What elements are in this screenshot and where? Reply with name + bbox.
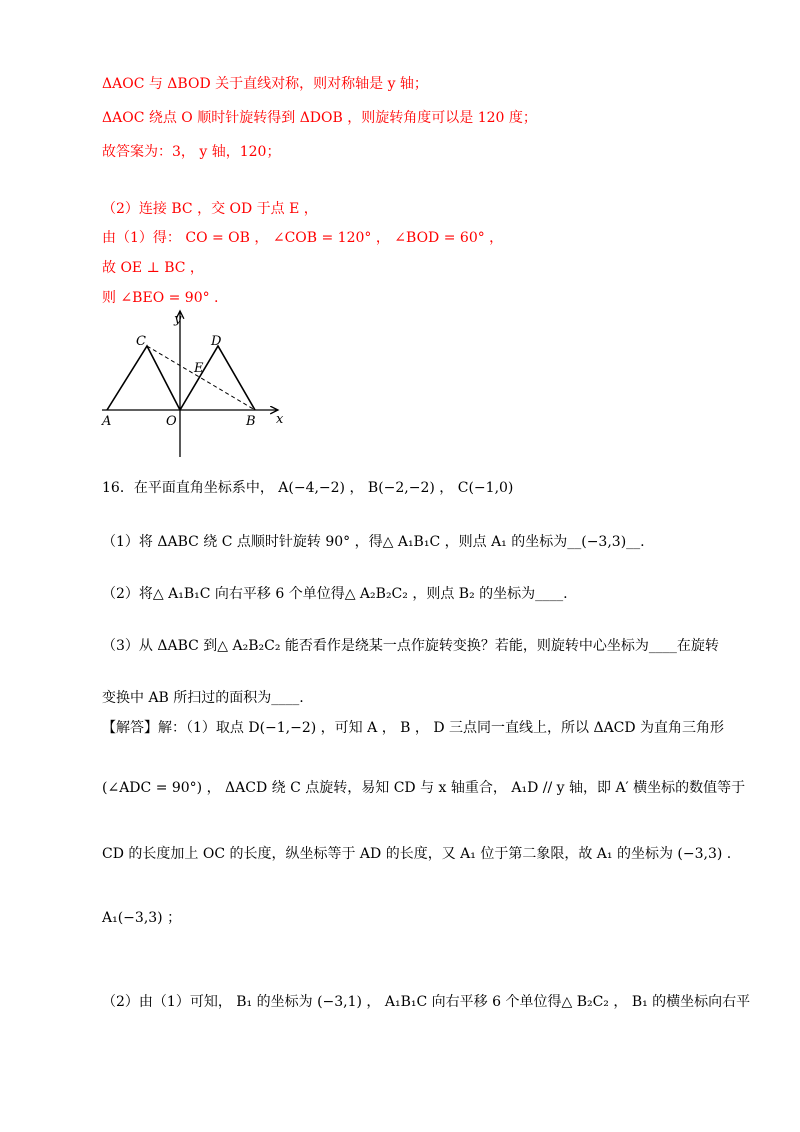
label-d: D — [211, 334, 222, 349]
label-o: O — [166, 414, 177, 429]
answer-line-5: （2）由（1）可知， B₁ 的坐标为 (−3,1) ， A₁B₁C 向右平移 6 个单位得△ B₂C₂ ， B₁ 的横坐标向右平 — [102, 994, 751, 1010]
answer-line-1: 【解答】解：（1）取点 D(−1,−2) ，可知 A ， B ， D 三点同一直线上，所以 ΔACD 为直角三角形 — [102, 720, 725, 736]
problem-16-part3: （3）从 ΔABC 到△ A₂B₂C₂ 能否看作是绕某一点作旋转变换？若能，则旋转中心坐标为____在旋转 — [102, 638, 719, 654]
label-x: x — [276, 412, 284, 427]
answer-line-3: CD 的长度加上 OC 的长度，纵坐标等于 AD 的长度，又 A₁ 位于第二象限，故 A₁ 的坐标为 (−3,3) . — [102, 846, 732, 862]
geometry-figure — [100, 305, 300, 465]
label-c: C — [136, 334, 146, 349]
problem-16-part1: （1）将 ΔABC 绕 C 点顺时针旋转 90° ，得△ A₁B₁C ，则点 A₁ 的坐标为__(−3,3)__. — [102, 534, 645, 550]
problem-16-part2: （2）将△ A₁B₁C 向右平移 6 个单位得△ A₂B₂C₂ ，则点 B₂ 的坐标为____. — [102, 586, 568, 602]
solution-line-angle: 则 ∠BEO = 90° . — [102, 290, 219, 306]
answer-line-2: (∠ADC = 90°) ， ΔACD 绕 C 点旋转，易知 CD 与 x 轴重合， A₁D // y 轴，即 A′ 横坐标的数值等于 — [102, 780, 746, 796]
problem-16-stem: 16．在平面直角坐标系中， A(−4,−2) ， B(−2,−2) ， C(−1,0) — [102, 480, 514, 496]
solution-line-from-part1: 由（1）得： CO = OB ， ∠COB = 120° ， ∠BOD = 60° ， — [102, 230, 504, 246]
solution-line-rotation: ΔAOC 绕点 O 顺时针旋转得到 ΔDOB ，则旋转角度可以是 120 度； — [102, 110, 537, 126]
label-e: E — [194, 361, 204, 376]
solution-line-part2: （2）连接 BC ，交 OD 于点 E ， — [102, 201, 318, 217]
triangles-outline — [107, 346, 255, 410]
label-a: A — [102, 414, 112, 429]
solution-line-answer: 故答案为：3， y 轴，120； — [102, 144, 281, 160]
label-b: B — [246, 414, 256, 429]
answer-line-4: A₁(−3,3) ； — [102, 910, 182, 926]
solution-line-perpendicular: 故 OE ⊥ BC ， — [102, 260, 204, 276]
label-y: y — [174, 312, 182, 327]
solution-line-symmetry: ΔAOC 与 ΔBOD 关于直线对称，则对称轴是 y 轴； — [102, 76, 428, 92]
problem-16-part3-cont: 变换中 AB 所扫过的面积为____. — [102, 690, 304, 706]
